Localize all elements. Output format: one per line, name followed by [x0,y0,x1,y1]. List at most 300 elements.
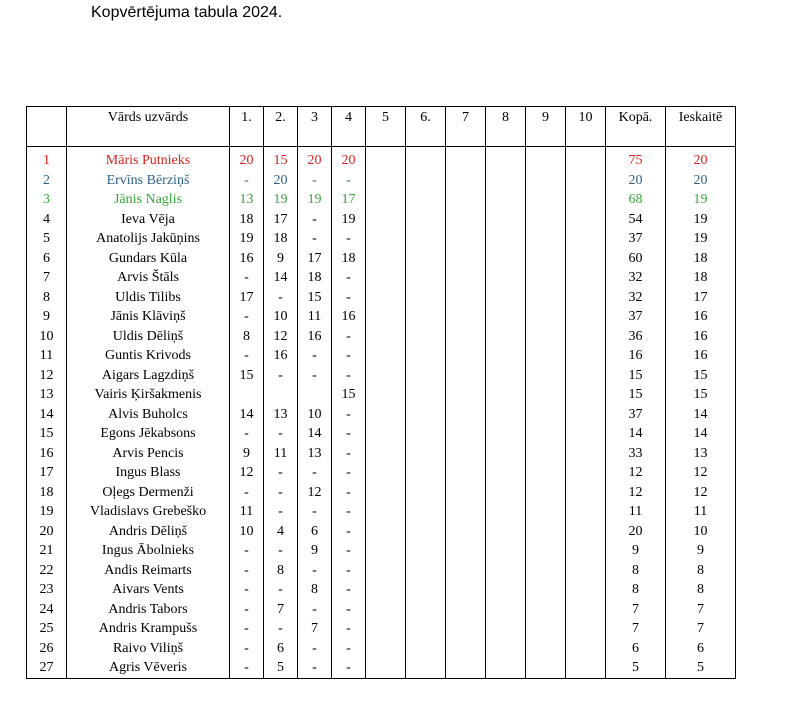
cell-place: 10 [27,327,67,347]
cell-round-6 [406,405,446,425]
cell-round-2: - [264,541,298,561]
cell-round-8 [486,346,526,366]
cell-round-6 [406,151,446,171]
cell-round-3: - [298,366,332,386]
cell-round-2: 19 [264,190,298,210]
cell-name: Uldis Tilibs [67,288,230,308]
cell-place: 25 [27,619,67,639]
cell-round-6 [406,268,446,288]
cell-round-3: - [298,171,332,191]
cell-total: 60 [606,249,666,269]
cell-round-8 [486,327,526,347]
cell-round-7 [446,561,486,581]
cell-round-3: 20 [298,151,332,171]
cell-round-1: - [230,600,264,620]
cell-round-2: 7 [264,600,298,620]
cell-round-5 [366,580,406,600]
cell-round-2: 16 [264,346,298,366]
cell-round-4: - [332,463,366,483]
cell-round-9 [526,405,566,425]
cell-round-10 [566,580,606,600]
cell-round-6 [406,444,446,464]
cell-name: Vairis Ķiršakmenis [67,385,230,405]
cell-round-2: - [264,366,298,386]
cell-place: 18 [27,483,67,503]
cell-round-1: 19 [230,229,264,249]
cell-round-5 [366,463,406,483]
table-row [27,444,736,464]
cell-round-5 [366,639,406,659]
cell-round-6 [406,561,446,581]
cell-place: 12 [27,366,67,386]
table-row [27,171,736,191]
cell-counted: 16 [666,346,736,366]
cell-round-7 [446,658,486,678]
cell-round-3: 13 [298,444,332,464]
cell-round-6 [406,190,446,210]
cell-round-7 [446,210,486,230]
cell-round-5 [366,366,406,386]
cell-round-10 [566,366,606,386]
cell-round-7 [446,346,486,366]
cell-round-1: 8 [230,327,264,347]
cell-round-4: - [332,600,366,620]
cell-round-3: - [298,463,332,483]
cell-round-10 [566,288,606,308]
cell-round-1: 14 [230,405,264,425]
cell-round-5 [366,346,406,366]
cell-round-4: - [332,288,366,308]
cell-round-1: 16 [230,249,264,269]
cell-round-10 [566,171,606,191]
cell-counted: 18 [666,268,736,288]
cell-total: 8 [606,561,666,581]
cell-round-7 [446,366,486,386]
cell-round-2: 4 [264,522,298,542]
cell-round-5 [366,658,406,678]
cell-round-7 [446,327,486,347]
cell-round-3: 11 [298,307,332,327]
cell-round-4: - [332,619,366,639]
table-row [27,463,736,483]
cell-round-10 [566,483,606,503]
cell-total: 37 [606,405,666,425]
cell-round-8 [486,385,526,405]
cell-total: 7 [606,619,666,639]
cell-round-7 [446,151,486,171]
cell-round-5 [366,190,406,210]
cell-round-4: - [332,502,366,522]
cell-name: Jānis Naglis [67,190,230,210]
cell-round-9 [526,522,566,542]
cell-round-7 [446,483,486,503]
cell-place: 15 [27,424,67,444]
cell-round-3: 16 [298,327,332,347]
cell-round-6 [406,580,446,600]
cell-round-9 [526,385,566,405]
cell-counted: 14 [666,405,736,425]
header-round-4: 4 [332,107,366,147]
cell-round-9 [526,171,566,191]
cell-total: 9 [606,541,666,561]
cell-name: Agris Vēveris [67,658,230,678]
table-row [27,366,736,386]
cell-round-7 [446,580,486,600]
cell-round-7 [446,463,486,483]
cell-round-10 [566,346,606,366]
cell-round-5 [366,483,406,503]
cell-total: 15 [606,385,666,405]
table-row [27,229,736,249]
cell-place: 2 [27,171,67,191]
cell-name: Egons Jēkabsons [67,424,230,444]
cell-round-4: - [332,658,366,678]
cell-round-6 [406,619,446,639]
cell-round-6 [406,288,446,308]
cell-round-6 [406,171,446,191]
cell-round-8 [486,444,526,464]
cell-round-9 [526,268,566,288]
table-body [27,147,736,679]
cell-round-7 [446,619,486,639]
table-row [27,249,736,269]
cell-round-10 [566,249,606,269]
cell-round-2: 18 [264,229,298,249]
standings-table [26,106,736,679]
cell-round-5 [366,424,406,444]
cell-round-7 [446,522,486,542]
cell-total: 36 [606,327,666,347]
cell-round-9 [526,541,566,561]
cell-round-4: - [332,483,366,503]
table-row [27,346,736,366]
cell-counted: 16 [666,327,736,347]
table-row [27,385,736,405]
cell-place: 16 [27,444,67,464]
table-row [27,327,736,347]
cell-round-2: - [264,483,298,503]
cell-round-8 [486,151,526,171]
cell-place: 24 [27,600,67,620]
cell-round-7 [446,541,486,561]
cell-round-3: 19 [298,190,332,210]
cell-round-10 [566,424,606,444]
cell-place: 23 [27,580,67,600]
cell-round-1: - [230,346,264,366]
table-row [27,639,736,659]
cell-round-1: 17 [230,288,264,308]
cell-counted: 13 [666,444,736,464]
cell-round-1: - [230,658,264,678]
cell-round-3: 9 [298,541,332,561]
cell-name: Arvis Štāls [67,268,230,288]
cell-round-4: - [332,424,366,444]
table-row [27,151,736,171]
cell-round-3: 17 [298,249,332,269]
cell-round-8 [486,405,526,425]
cell-round-9 [526,658,566,678]
cell-place: 3 [27,190,67,210]
cell-round-3: - [298,229,332,249]
cell-round-5 [366,561,406,581]
cell-counted: 20 [666,171,736,191]
cell-total: 7 [606,600,666,620]
cell-round-8 [486,307,526,327]
header-round-2: 2. [264,107,298,147]
cell-round-10 [566,190,606,210]
cell-round-3: 15 [298,288,332,308]
cell-round-6 [406,229,446,249]
cell-round-4: 16 [332,307,366,327]
cell-round-4: - [332,639,366,659]
cell-round-2: 20 [264,171,298,191]
cell-round-5 [366,619,406,639]
cell-counted: 20 [666,151,736,171]
table-row [27,210,736,230]
cell-counted: 15 [666,366,736,386]
cell-round-10 [566,561,606,581]
cell-round-6 [406,424,446,444]
cell-round-8 [486,171,526,191]
cell-round-1: 15 [230,366,264,386]
header-round-10: 10 [566,107,606,147]
cell-round-7 [446,307,486,327]
cell-counted: 15 [666,385,736,405]
cell-place: 27 [27,658,67,678]
cell-round-1: 10 [230,522,264,542]
cell-total: 12 [606,463,666,483]
cell-place: 26 [27,639,67,659]
cell-round-6 [406,210,446,230]
cell-place: 6 [27,249,67,269]
cell-place: 17 [27,463,67,483]
header-round-1: 1. [230,107,264,147]
cell-round-9 [526,151,566,171]
cell-round-5 [366,385,406,405]
cell-round-10 [566,541,606,561]
cell-round-6 [406,483,446,503]
cell-round-8 [486,541,526,561]
cell-total: 5 [606,658,666,678]
cell-round-10 [566,444,606,464]
table-row [27,268,736,288]
cell-round-2: 11 [264,444,298,464]
cell-name: Māris Putnieks [67,151,230,171]
cell-round-4: - [332,366,366,386]
cell-place: 14 [27,405,67,425]
cell-round-3: - [298,210,332,230]
table-row [27,541,736,561]
cell-round-5 [366,541,406,561]
cell-counted: 7 [666,600,736,620]
cell-round-3: - [298,600,332,620]
cell-round-10 [566,502,606,522]
cell-round-4: - [332,268,366,288]
cell-counted: 19 [666,190,736,210]
header-round-6: 6. [406,107,446,147]
cell-round-1: 13 [230,190,264,210]
table-row [27,405,736,425]
cell-name: Oļegs Dermenži [67,483,230,503]
cell-round-3: - [298,561,332,581]
cell-round-4: 17 [332,190,366,210]
cell-name: Aigars Lagzdiņš [67,366,230,386]
cell-total: 20 [606,171,666,191]
cell-total: 37 [606,229,666,249]
table-row [27,522,736,542]
cell-round-10 [566,405,606,425]
cell-round-5 [366,268,406,288]
cell-round-6 [406,639,446,659]
cell-counted: 18 [666,249,736,269]
cell-round-6 [406,463,446,483]
cell-round-10 [566,229,606,249]
cell-round-9 [526,561,566,581]
cell-round-5 [366,288,406,308]
cell-round-4: - [332,561,366,581]
cell-name: Guntis Krivods [67,346,230,366]
cell-round-10 [566,463,606,483]
cell-total: 15 [606,366,666,386]
cell-round-1: - [230,580,264,600]
cell-round-7 [446,171,486,191]
cell-round-5 [366,600,406,620]
cell-round-9 [526,502,566,522]
table-row [27,483,736,503]
cell-total: 54 [606,210,666,230]
cell-round-6 [406,346,446,366]
cell-counted: 17 [666,288,736,308]
cell-round-5 [366,327,406,347]
cell-name: Andris Dēliņš [67,522,230,542]
cell-round-7 [446,385,486,405]
cell-round-7 [446,288,486,308]
cell-round-5 [366,502,406,522]
cell-total: 33 [606,444,666,464]
cell-counted: 8 [666,580,736,600]
cell-name: Andis Reimarts [67,561,230,581]
table-row [27,502,736,522]
cell-round-2: 17 [264,210,298,230]
cell-place: 4 [27,210,67,230]
cell-round-1: 9 [230,444,264,464]
cell-round-8 [486,658,526,678]
cell-round-5 [366,307,406,327]
cell-name: Raivo Viliņš [67,639,230,659]
cell-counted: 7 [666,619,736,639]
cell-round-9 [526,190,566,210]
cell-round-4: - [332,229,366,249]
cell-round-10 [566,639,606,659]
cell-round-4: - [332,171,366,191]
cell-counted: 19 [666,210,736,230]
cell-round-9 [526,639,566,659]
cell-round-8 [486,600,526,620]
cell-round-6 [406,327,446,347]
cell-counted: 5 [666,658,736,678]
cell-name: Ingus Ābolnieks [67,541,230,561]
cell-round-8 [486,229,526,249]
cell-round-3: - [298,639,332,659]
cell-round-1: 12 [230,463,264,483]
cell-round-2: 6 [264,639,298,659]
header-round-5: 5 [366,107,406,147]
cell-round-8 [486,522,526,542]
cell-round-2: 9 [264,249,298,269]
cell-round-6 [406,502,446,522]
cell-round-9 [526,444,566,464]
cell-name: Ingus Blass [67,463,230,483]
cell-round-2 [264,385,298,405]
cell-round-6 [406,385,446,405]
cell-round-5 [366,522,406,542]
cell-total: 68 [606,190,666,210]
cell-place: 1 [27,151,67,171]
cell-round-8 [486,580,526,600]
table-row [27,561,736,581]
cell-round-10 [566,600,606,620]
header-name: Vārds uzvārds [67,107,230,147]
cell-name: Jānis Klāviņš [67,307,230,327]
cell-round-6 [406,307,446,327]
cell-round-8 [486,639,526,659]
cell-round-4: - [332,580,366,600]
cell-round-3: 10 [298,405,332,425]
cell-counted: 11 [666,502,736,522]
cell-round-4: - [332,346,366,366]
cell-round-9 [526,288,566,308]
cell-round-10 [566,210,606,230]
cell-round-1: - [230,424,264,444]
cell-round-9 [526,463,566,483]
cell-round-7 [446,229,486,249]
cell-round-1: 18 [230,210,264,230]
cell-round-1: - [230,619,264,639]
cell-round-5 [366,249,406,269]
cell-round-8 [486,463,526,483]
cell-round-9 [526,307,566,327]
cell-total: 12 [606,483,666,503]
cell-round-4: 18 [332,249,366,269]
cell-round-10 [566,151,606,171]
cell-round-8 [486,190,526,210]
table-row [27,424,736,444]
cell-round-2: - [264,619,298,639]
cell-name: Uldis Dēliņš [67,327,230,347]
cell-round-8 [486,268,526,288]
cell-round-10 [566,658,606,678]
header-round-8: 8 [486,107,526,147]
cell-total: 32 [606,288,666,308]
cell-round-7 [446,424,486,444]
cell-round-10 [566,268,606,288]
cell-round-1: - [230,171,264,191]
cell-round-7 [446,600,486,620]
cell-round-7 [446,190,486,210]
table-row [27,619,736,639]
cell-round-1: - [230,639,264,659]
header-row [27,107,736,147]
cell-round-6 [406,658,446,678]
cell-round-8 [486,502,526,522]
cell-place: 8 [27,288,67,308]
cell-counted: 19 [666,229,736,249]
cell-round-9 [526,424,566,444]
cell-round-2: - [264,502,298,522]
cell-round-4: 19 [332,210,366,230]
cell-round-8 [486,249,526,269]
cell-round-10 [566,522,606,542]
